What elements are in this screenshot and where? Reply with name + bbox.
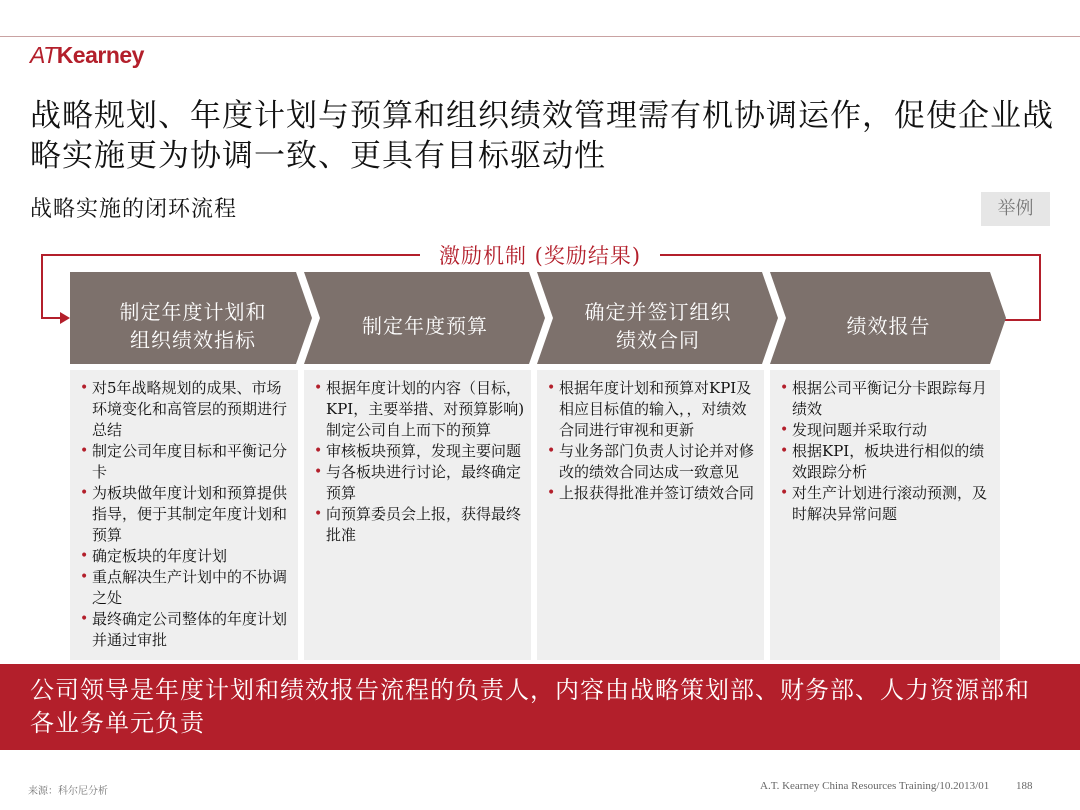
step-details-3	[537, 370, 764, 660]
detail-bullet: • 根据年度计划的内容（目标，KPI，主要举措、对预算影响)制定公司自上而下的预算	[314, 378, 525, 441]
detail-bullet: • 发现问题并采取行动	[780, 420, 994, 441]
step-details-1	[70, 370, 298, 660]
step-label-1: 制定年度计划和 组织绩效指标	[119, 300, 267, 352]
detail-bullet: • 确定板块的年度计划	[80, 546, 292, 567]
incentive-mechanism-label: 激励机制 (奖励结果)	[420, 240, 660, 270]
detail-bullet: • 根据年度计划和预算对KPI及相应目标值的输入，，对绩效合同进行审视和更新	[547, 378, 758, 441]
detail-bullet: • 重点解决生产计划中的不协调之处	[80, 567, 292, 609]
step-label-2: 制定年度预算	[362, 314, 488, 338]
detail-bullet: • 审核板块预算，发现主要问题	[314, 441, 525, 462]
key-message-banner: 公司领导是年度计划和绩效报告流程的负责人，内容由战略策划部、财务部、人力资源部和各业务单元负责	[0, 664, 1080, 750]
detail-bullet: • 为板块做年度计划和预算提供指导，便于其制定年度计划和预算	[80, 483, 292, 546]
page-subtitle: 战略实施的闭环流程	[30, 197, 238, 222]
detail-bullet: • 最终确定公司整体的年度计划并通过审批	[80, 609, 292, 651]
step-label-3: 确定并签订组织 绩效合同	[584, 300, 732, 352]
footer-citation: A.T. Kearney China Resources Training/10.2013/01	[760, 780, 990, 792]
detail-bullet: • 根据KPI，板块进行相似的绩效跟踪分析	[780, 441, 994, 483]
step-details-2	[304, 370, 531, 660]
step-label-4: 绩效报告	[846, 314, 931, 338]
example-tag: 举例	[981, 192, 1050, 226]
detail-bullet: • 对生产计划进行滚动预测，及时解决异常问题	[780, 483, 994, 525]
detail-bullet: • 与业务部门负责人讨论并对修改的绩效合同达成一致意见	[547, 441, 758, 483]
feedback-arrowhead	[60, 312, 70, 324]
kearney-logo: ATKearney	[30, 42, 144, 68]
page-number: 188	[1016, 780, 1033, 792]
detail-bullet: • 根据公司平衡记分卡跟踪每月绩效	[780, 378, 994, 420]
detail-bullet: • 上报获得批准并签订绩效合同	[547, 483, 758, 504]
step-details-4	[770, 370, 1000, 660]
detail-bullet: • 制定公司年度目标和平衡记分卡	[80, 441, 292, 483]
detail-bullet: • 与各板块进行讨论，最终确定预算	[314, 462, 525, 504]
detail-bullet: • 向预算委员会上报，获得最终批准	[314, 504, 525, 546]
detail-bullet: • 对5年战略规划的成果、市场环境变化和高管层的预期进行总结	[80, 378, 292, 441]
page-title: 战略规划、年度计划与预算和组织绩效管理需有机协调运作，促使企业战略实施更为协调一致、更具有目标驱动性	[30, 98, 1054, 174]
source-note: 来源：科尔尼分析	[28, 786, 108, 797]
